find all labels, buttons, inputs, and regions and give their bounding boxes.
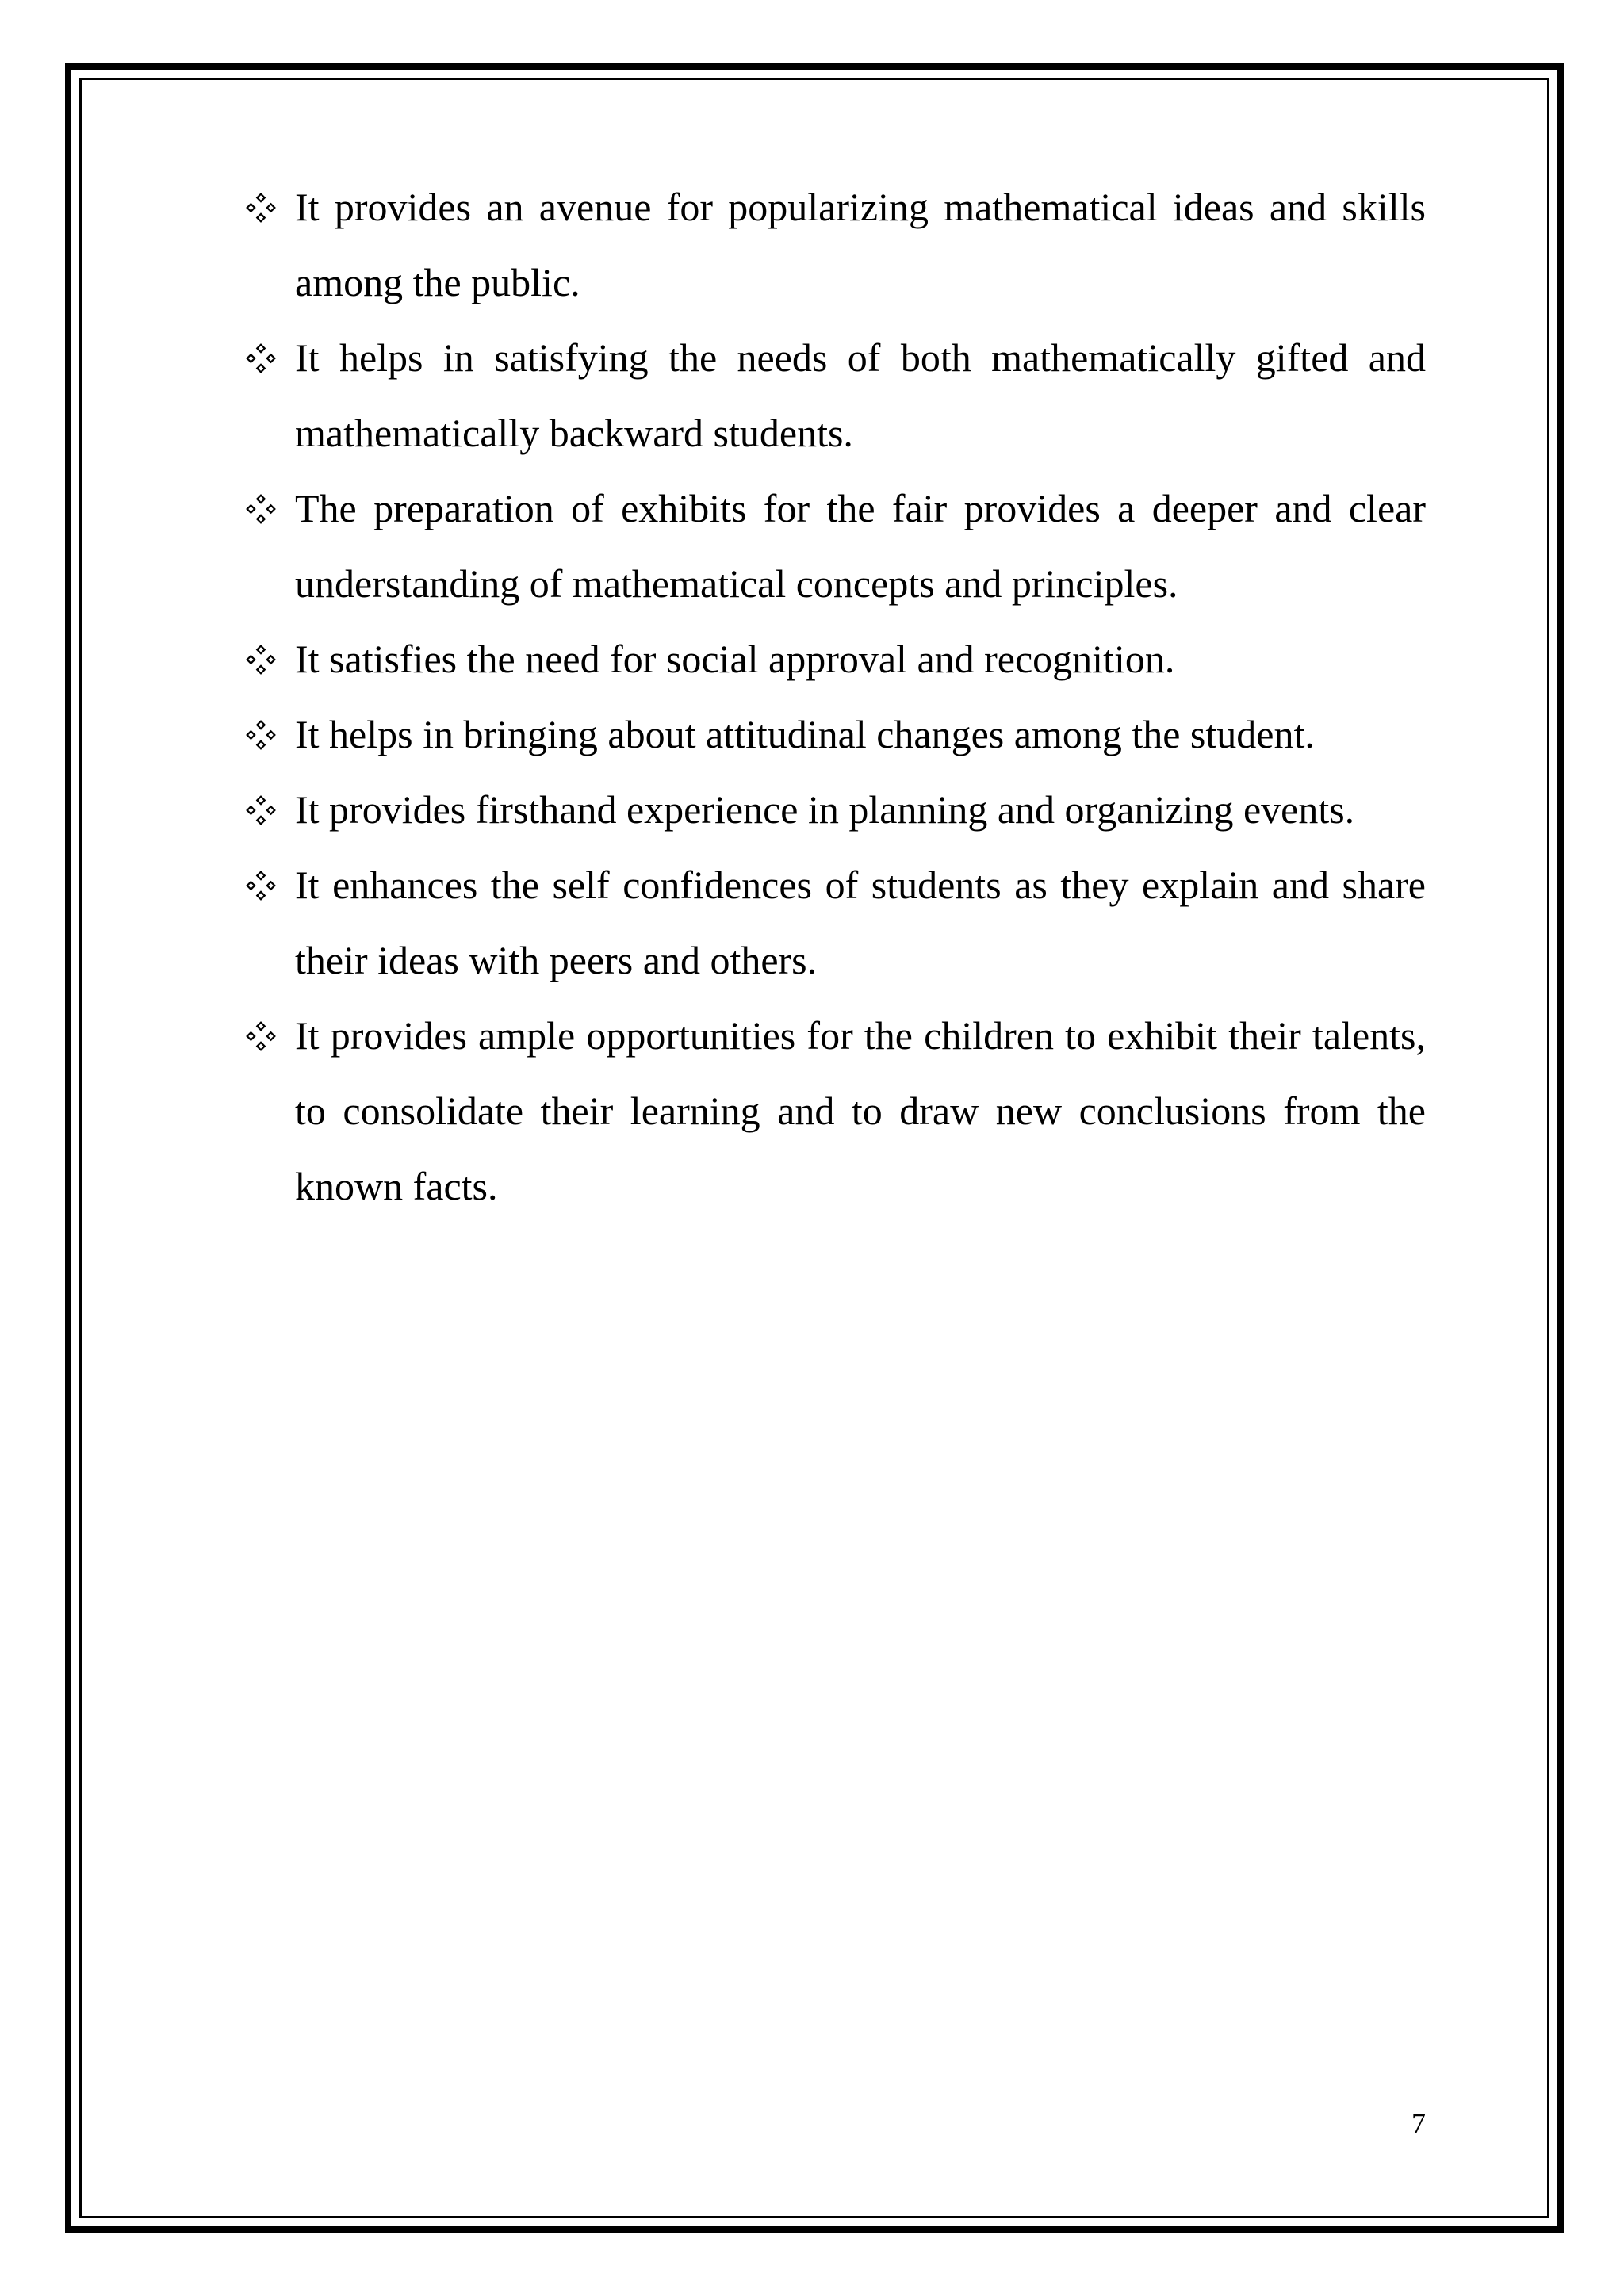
bullet-text: It provides an avenue for popularizing mathematical ideas and skills among the public.: [295, 185, 1426, 304]
four-diamond-bullet-icon: [244, 869, 278, 902]
four-diamond-bullet-icon: [244, 794, 278, 827]
bullet-item: [244, 320, 1426, 471]
bullet-item: [244, 772, 1426, 848]
four-diamond-bullet-icon: [244, 643, 278, 676]
bullet-list: [244, 170, 1426, 1224]
bullet-text: The preparation of exhibits for the fair provides a deeper and clear understanding of mathematical concepts and principles.: [295, 486, 1426, 606]
bullet-text: It helps in satisfying the needs of both mathematically gifted and mathematically backward students.: [295, 335, 1426, 455]
bullet-item: [244, 622, 1426, 697]
bullet-text: It enhances the self confidences of students as they explain and share their ideas with peers and others.: [295, 863, 1426, 982]
bullet-text: It satisfies the need for social approval and recognition.: [295, 637, 1175, 681]
bullet-text: It provides ample opportunities for the children to exhibit their talents, to consolidate their learning and to draw new conclusions from the known facts.: [295, 1013, 1426, 1208]
bullet-item: [244, 697, 1426, 772]
four-diamond-bullet-icon: [244, 342, 278, 375]
bullet-text: It provides firsthand experience in planning and organizing events.: [295, 787, 1355, 832]
four-diamond-bullet-icon: [244, 718, 278, 752]
four-diamond-bullet-icon: [244, 1020, 278, 1053]
bullet-item: [244, 471, 1426, 622]
page-number: 7: [1411, 2107, 1426, 2139]
four-diamond-bullet-icon: [244, 191, 278, 224]
bullet-text: It helps in bringing about attitudinal changes among the student.: [295, 712, 1315, 756]
four-diamond-bullet-icon: [244, 492, 278, 526]
bullet-item: [244, 170, 1426, 320]
bullet-item: [244, 998, 1426, 1224]
bullet-item: [244, 848, 1426, 998]
page-content: [244, 170, 1426, 1224]
